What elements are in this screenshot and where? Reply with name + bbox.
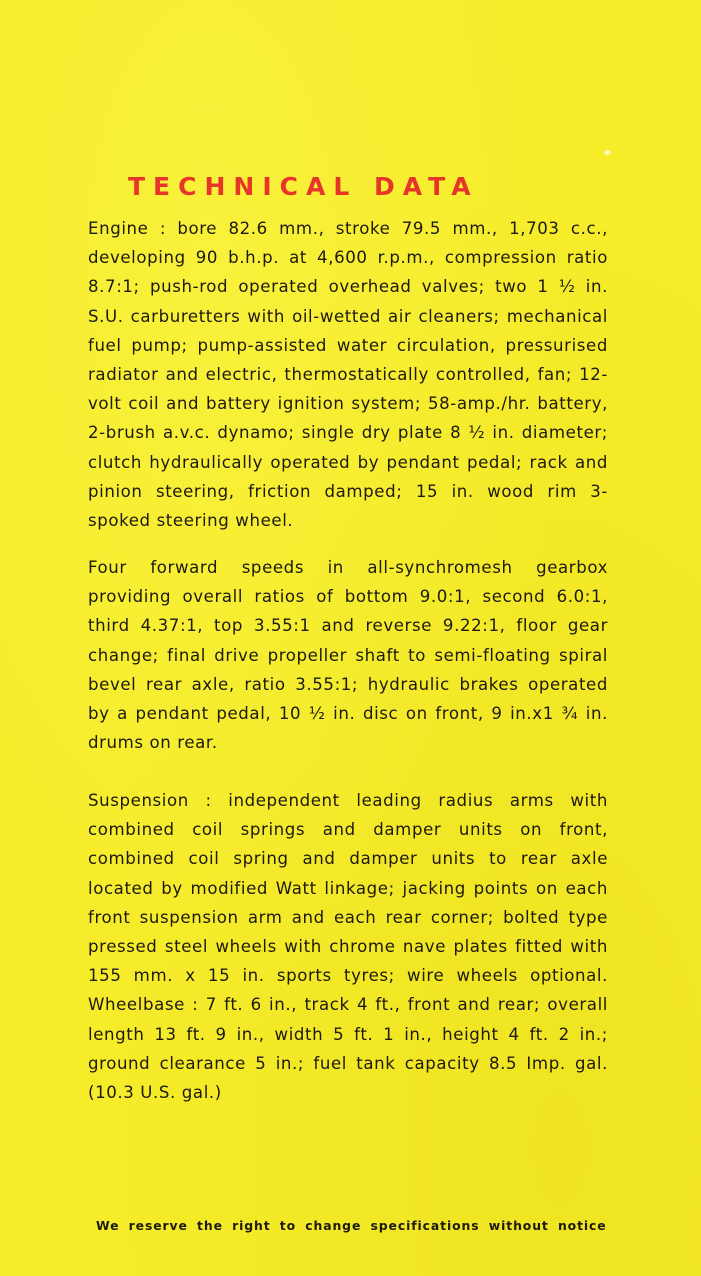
footer-note: We reserve the right to change specifications without notice: [96, 1218, 607, 1233]
transmission-paragraph: Four forward speeds in all-synchromesh gearbox providing overall ratios of bottom 9.0:1, second 6.0:1, third 4.37:1, top 3.55:1 and reverse 9.22:1, floor gear change; final drive propeller shaft to semi-floating spiral bevel rear axle, ratio 3.55:1; hydraulic brakes operated by a pendant pedal, 10 ½ in. disc on front, 9 in.x1 ¾ in. drums on rear.: [88, 558, 608, 753]
suspension-paragraph: Suspension : independent leading radius arms with combined coil springs and damper units on front, combined coil spring and damper units to rear axle located by modified Watt linkage; jacking points on each front suspension arm and each rear corner; bolted type pressed steel wheels with chrome nave plates fitted with 155 mm. x 15 in. sports tyres; wire wheels optional. Wheelbase : 7 ft. 6 in., track 4 ft., front and rear; overall length 13 ft. 9 in., width 5 ft. 1 in., height 4 ft. 2 in.; ground clearance 5 in.; fuel tank capacity 8.5 Imp. gal. (10.3 U.S. gal.): [88, 791, 608, 1103]
paper-speck: [604, 150, 611, 155]
engine-paragraph: Engine : bore 82.6 mm., stroke 79.5 mm., 1,703 c.c., developing 90 b.h.p. at 4,600 r.p.m., compression ratio 8.7:1; push-rod operated overhead valves; two 1 ½ in. S.U. carburetters with oil-wetted air cleaners; mechanical fuel pump; pump-assisted water circulation, pressurised radiator and electric, thermostatically controlled, fan; 12-volt coil and battery ignition system; 58-amp./hr. battery, 2-brush a.v.c. dynamo; single dry plate 8 ½ in. diameter; clutch hydraulically operated by pendant pedal; rack and pinion steering, friction damped; 15 in. wood rim 3-spoked steering wheel.: [88, 219, 608, 531]
page-title: TECHNICAL DATA: [128, 172, 479, 201]
